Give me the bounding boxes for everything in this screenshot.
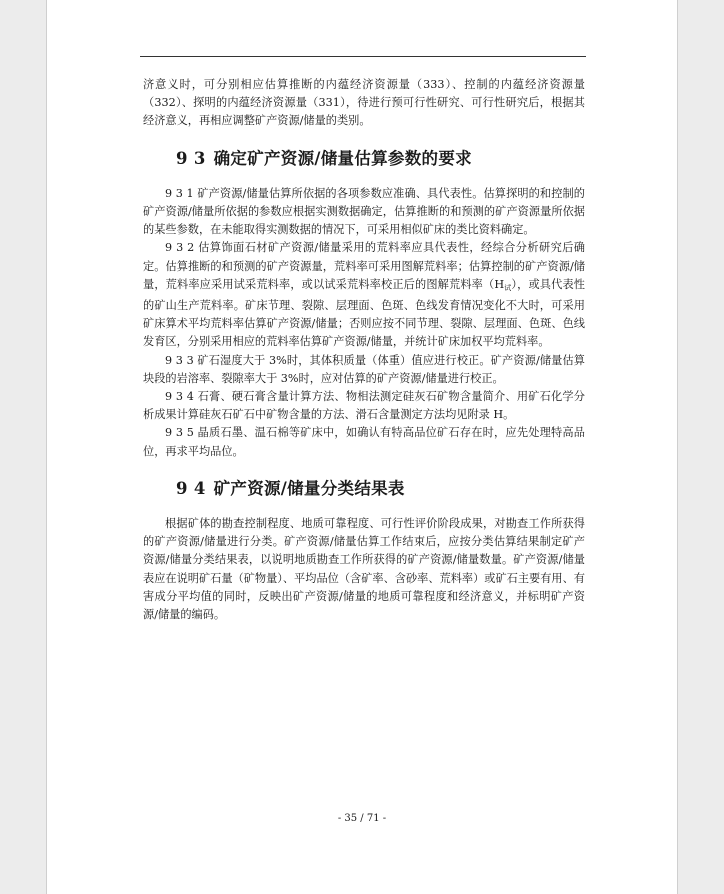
paragraph-9-4: 根据矿体的勘查控制程度、地质可靠程度、可行性评价阶段成果，对勘查工作所获得的矿产资源/储量进行分类。矿产资源/储量估算工作结束后，应按分类估算结果制定矿产资源/储量分类结果表，以说明地质勘查工作所获得的矿产资源/储量数量。矿产资源/储量表应在说明矿石量（矿物量）、平均品位（含矿率、含砂率、荒料率）或矿石主要有用、有害成分平均值的同时，反映出矿产资源/储量的地质可靠程度和经济意义，并标明矿产资源/储量的编码。 <box>143 517 585 622</box>
paragraph-9-3-4: 9 3 4 石膏、硬石膏含量计算方法、物相法测定硅灰石矿物含量简介、用矿石化学分析成果计算硅灰石矿石中矿物含量的方法、滑石含量测定方法均见附录 H。 <box>143 390 585 422</box>
document-page <box>46 0 678 894</box>
section-heading-9-4 <box>176 480 585 498</box>
section-number: 9 4 <box>176 478 206 498</box>
page-number: - 35 / 71 - <box>337 813 387 824</box>
paragraph-9-3-3: 9 3 3 矿石湿度大于 3%时，其体积质量（体重）值应进行校正。矿产资源/储量估算块段的岩溶率、裂隙率大于 3%时，应对估算的矿产资源/储量进行校正。 <box>143 353 585 385</box>
section-number: 9 3 <box>176 148 206 168</box>
paragraph-9-3-2 <box>143 239 585 351</box>
intro-paragraph: 济意义时，可分别相应估算推断的内蕴经济资源量（333）、控制的内蕴经济资源量（332）、探明的内蕴经济资源量（331），待进行预可行性研究、可行性研究后，根据其经济意义，再相应调整矿产资源/储量的类别。 <box>143 78 585 128</box>
paragraph-9-3-1: 9 3 1 矿产资源/储量估算所依据的各项参数应准确、具代表性。估算探明的和控制的矿产资源/储量所依据的参数应根据实测数据确定，估算推断的和预测的矿产资源量所依据的某些参数，在未能取得实测数据的情况下，可采用相似矿床的类比资料确定。 <box>143 186 585 237</box>
section-title: 矿产资源/储量分类结果表 <box>213 478 405 498</box>
paragraph-text: 9 3 2 估算饰面石材矿产资源/储量采用的荒料率应具代表性，经综合分析研究后确定。估算推断的和预测的矿产资源量，荒料率可采用图解荒料率；估算控制的矿产资源/储量，荒料率应采用试采荒料率，或以试采荒料率校正后的图解荒料率（H <box>143 241 585 291</box>
page-content <box>143 76 585 624</box>
header-rule <box>140 56 586 57</box>
paragraph-9-3-5: 9 3 5 晶质石墨、温石棉等矿床中，如确认有特高品位矿石存在时，应先处理特高品位，再求平均品位。 <box>143 426 585 458</box>
paragraph-text: ），或具代表性的矿山生产荒料率。矿床节理、裂隙、层理面、色斑、色线发育情况变化不大时，可采用矿床算术平均荒料率估算矿产资源/储量；否则应按不同节理、裂隙、层理面、色斑、色线发育区，分别采用相应的荒料率估算矿产资源/储量，并统计矿床加权平均荒料率。 <box>143 277 585 349</box>
section-title: 确定矿产资源/储量估算参数的要求 <box>213 148 472 168</box>
subscript: 试 <box>504 283 512 292</box>
section-heading-9-3 <box>176 150 585 168</box>
